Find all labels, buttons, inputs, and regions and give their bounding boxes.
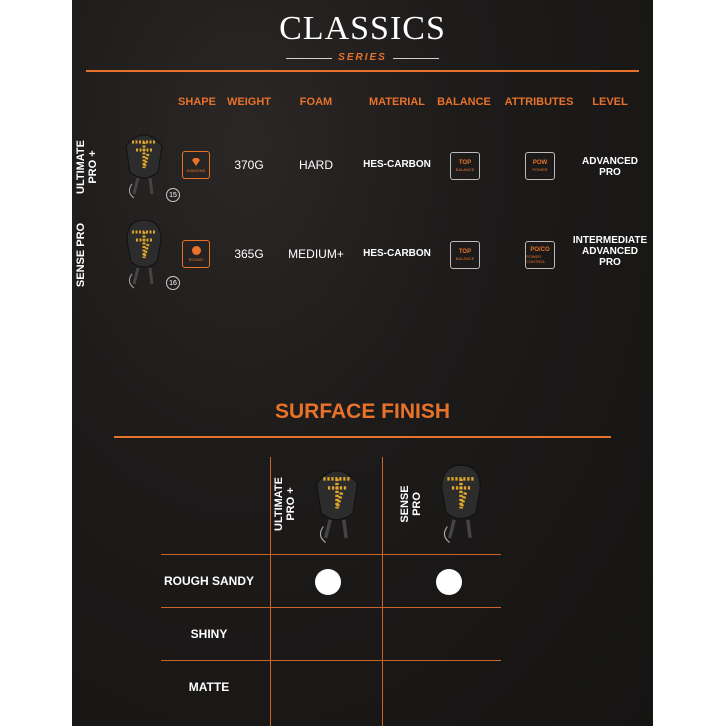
shape-badge-diamond: [182, 151, 210, 179]
surface-col-sense: SENSE PRO: [399, 485, 423, 523]
weight-value: 370G: [234, 158, 264, 172]
surface-row-rough-sandy: ROUGH SANDY: [163, 574, 254, 588]
col-header-shape: SHAPE: [178, 96, 216, 108]
row-label-sense: SENSE PRO: [75, 222, 87, 288]
col-header-balance: BALANCE: [437, 96, 491, 108]
racket-ultimate-icon: [122, 128, 166, 202]
attribute-main: PO/CO: [530, 246, 550, 253]
balance-main: TOP: [458, 160, 472, 166]
level-line: INTERMEDIATE: [572, 235, 648, 246]
diamond-icon: [191, 158, 201, 166]
col-header-weight: WEIGHT: [227, 96, 271, 108]
balance-badge: [450, 152, 480, 180]
model-number-16: 16: [166, 276, 180, 290]
poster-title: CLASSICS: [279, 10, 446, 47]
grid-vline-1: [270, 457, 271, 726]
subtitle-line-right: [393, 58, 439, 59]
attribute-badge: [525, 241, 555, 269]
surface-divider: [114, 436, 611, 438]
surface-row-shiny: SHINY: [190, 627, 228, 641]
attribute-sub: POWER: [532, 167, 548, 172]
col-header-foam: FOAM: [299, 96, 333, 108]
foam-value: HARD: [298, 158, 333, 172]
weight-value: 365G: [234, 247, 264, 261]
attribute-badge: [525, 152, 555, 180]
level-line: ADVANCED: [582, 156, 638, 167]
balance-main: TOP: [458, 249, 472, 255]
shape-label: DIAMOND: [186, 167, 206, 173]
circle-icon: [192, 246, 201, 255]
material-value: HES-CARBON: [363, 248, 431, 259]
product-poster: [72, 0, 653, 726]
attribute-main: POW: [532, 160, 548, 166]
grid-hline-3: [161, 660, 501, 661]
level-line: PRO: [599, 167, 621, 178]
racket-sense-icon: [122, 218, 166, 292]
level-value: [570, 235, 650, 268]
grid-hline-1: [161, 554, 501, 555]
grid-vline-2: [382, 457, 383, 726]
col-header-material: MATERIAL: [368, 96, 425, 108]
col-header-attributes: ATTRIBUTES: [504, 96, 574, 108]
foam-value: MEDIUM+: [288, 247, 344, 261]
attribute-sub: POWER CONTROL: [526, 253, 546, 264]
balance-badge: [450, 241, 480, 269]
shape-label: ROUND: [188, 257, 204, 262]
model-number-15: 15: [166, 188, 180, 202]
material-value: HES-CARBON: [363, 159, 431, 170]
row-label-ultimate: ULTIMATE PRO +: [75, 140, 99, 194]
header-divider: [86, 70, 639, 72]
grid-hline-2: [161, 607, 501, 608]
racket-ultimate-large-icon: [312, 460, 362, 550]
shape-badge-round: [182, 240, 210, 268]
surface-col-ultimate: ULTIMATE PRO +: [273, 477, 297, 531]
racket-sense-large-icon: [436, 460, 486, 550]
poster-subtitle: SERIES: [338, 52, 387, 63]
surface-row-matte: MATTE: [188, 680, 230, 694]
level-line: PRO: [599, 257, 621, 268]
surface-title: SURFACE FINISH: [274, 400, 450, 423]
col-header-level: LEVEL: [592, 96, 628, 108]
balance-sub: BALANCE: [455, 256, 475, 261]
balance-sub: BALANCE: [455, 167, 475, 172]
surface-mark-dot: [436, 569, 462, 595]
level-line: ADVANCED: [582, 246, 638, 257]
surface-mark-dot: [315, 569, 341, 595]
level-value: [574, 156, 646, 178]
